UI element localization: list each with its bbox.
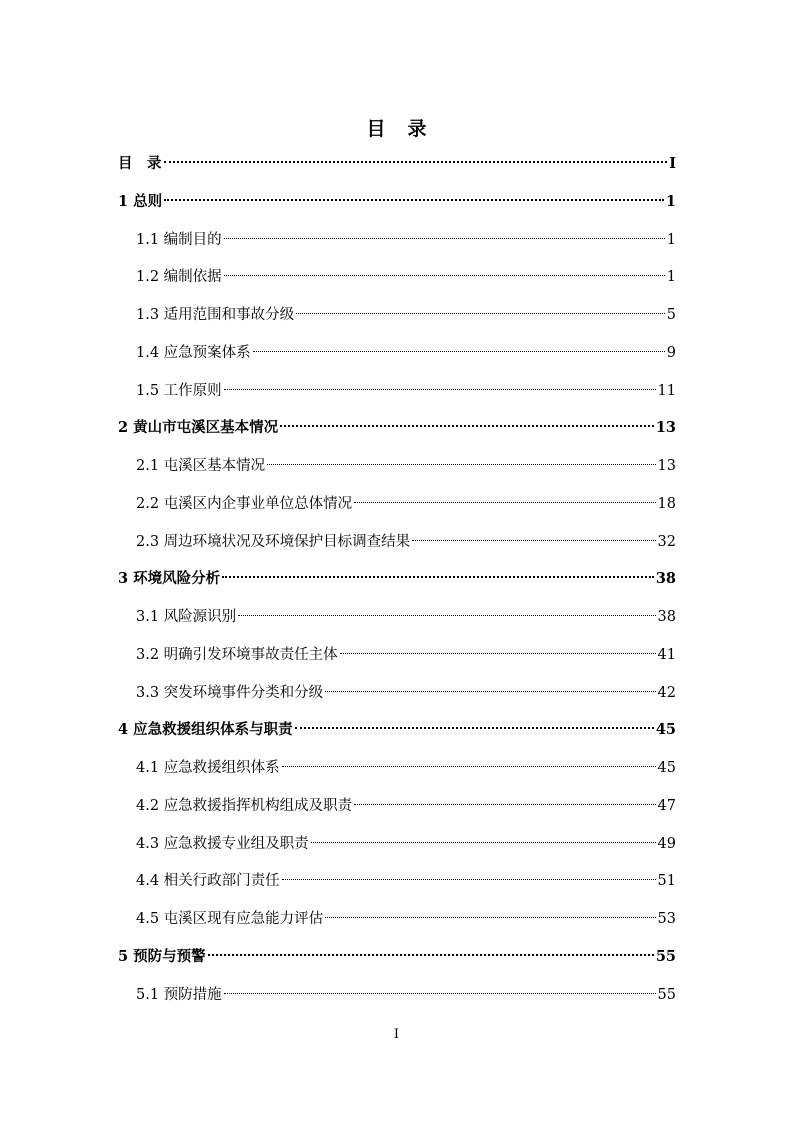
toc-entry-label: 3.3 突发环境事件分类和分级 <box>136 684 324 701</box>
toc-entry-page-number: 41 <box>657 646 676 663</box>
footer-page-number: I <box>393 1027 400 1042</box>
toc-chapter-entry[interactable] <box>118 712 676 739</box>
toc-dot-leader <box>282 750 656 772</box>
toc-entry-page-number: 13 <box>657 458 676 474</box>
toc-dot-leader <box>296 297 665 319</box>
toc-dot-leader <box>295 712 654 734</box>
toc-section-entry[interactable] <box>136 637 676 663</box>
toc-entry-page-number: 13 <box>655 419 676 437</box>
toc-entry-label: 1.5 工作原则 <box>136 382 222 399</box>
toc-entry-label: 4.1 应急救援组织体系 <box>136 760 280 776</box>
toc-dot-leader <box>280 410 654 432</box>
page-title-char-2: 录 <box>407 118 427 140</box>
toc-chapter-entry[interactable] <box>118 561 676 588</box>
toc-entry-page-number: 53 <box>657 911 676 927</box>
toc-section-entry[interactable] <box>136 901 676 927</box>
toc-entry-label: 1 总则 <box>118 192 163 210</box>
toc-section-entry[interactable] <box>136 373 676 399</box>
toc-section-entry[interactable] <box>136 826 676 852</box>
toc-dot-leader <box>340 637 656 659</box>
toc-entry-page-number: 9 <box>666 344 676 361</box>
toc-section-entry[interactable] <box>136 486 676 512</box>
toc-entry-page-number: 38 <box>655 570 676 588</box>
toc-dot-leader <box>282 863 656 885</box>
toc-entry-page-number: I <box>669 155 676 172</box>
toc-dot-leader <box>222 561 654 583</box>
toc-entry-label: 4.5 屯溪区现有应急能力评估 <box>136 911 324 927</box>
toc-entry-page-number: 55 <box>655 947 676 965</box>
toc-dot-leader <box>412 524 655 546</box>
toc-entry-label: 1.3 适用范围和事故分级 <box>136 307 295 323</box>
toc-section-entry[interactable] <box>136 750 676 776</box>
toc-entry-page-number: 32 <box>657 533 676 550</box>
toc-entry-label: 1.2 编制依据 <box>136 269 222 286</box>
toc-entry-label: 3.2 明确引发环境事故责任主体 <box>136 646 338 663</box>
toc-dot-leader <box>354 788 655 810</box>
toc-dot-leader <box>325 901 655 923</box>
toc-section-entry[interactable] <box>136 788 676 814</box>
toc-entry-page-number: 51 <box>657 873 676 890</box>
toc-chapter-entry[interactable] <box>118 939 676 965</box>
toc-entry-page-number: 45 <box>655 721 676 739</box>
toc-entry-label: 2.1 屯溪区基本情况 <box>136 458 266 474</box>
toc-entry-page-number: 42 <box>657 684 676 701</box>
toc-entry-label: 5.1 预防措施 <box>136 986 222 1003</box>
toc-entry-label: 1.4 应急预案体系 <box>136 344 251 361</box>
toc-entry-page-number: 47 <box>657 797 676 814</box>
toc-entry-label: 3 环境风险分析 <box>118 570 221 588</box>
toc-entry-label: 2.2 屯溪区内企事业单位总体情况 <box>136 495 353 512</box>
toc-entry-page-number: 11 <box>657 382 676 399</box>
toc-entry-label: 3.1 风险源识别 <box>136 609 237 625</box>
page-title-char-1: 目 <box>366 118 386 140</box>
toc-dot-leader <box>267 448 655 470</box>
toc-entry-label: 1.1 编制目的 <box>136 231 222 248</box>
toc-dot-leader <box>224 222 665 244</box>
toc-section-entry[interactable] <box>136 524 676 550</box>
toc-dot-leader <box>164 184 664 206</box>
toc-chapter-entry[interactable] <box>118 410 676 437</box>
toc-entry-label: 4.3 应急救援专业组及职责 <box>136 835 309 852</box>
toc-entry-label: 4.2 应急救援指挥机构组成及职责 <box>136 797 353 814</box>
toc-section-entry[interactable] <box>136 297 676 323</box>
toc-entry-label: 4.4 相关行政部门责任 <box>136 873 280 890</box>
toc-entry-page-number: 1 <box>666 269 676 286</box>
toc-dot-leader <box>238 599 655 621</box>
toc-dot-leader <box>164 146 668 168</box>
toc-dot-leader <box>224 373 656 395</box>
toc-entry-label: 目 录 <box>118 155 162 172</box>
toc-entry-page-number: 38 <box>657 609 676 625</box>
toc-entry-label: 2 黄山市屯溪区基本情况 <box>118 419 279 437</box>
toc-section-entry[interactable] <box>136 448 676 474</box>
toc-section-entry[interactable] <box>136 222 676 248</box>
toc-entry-page-number: 49 <box>657 835 676 852</box>
toc-chapter-entry[interactable] <box>118 146 676 172</box>
toc-entry-page-number: 55 <box>657 986 676 1003</box>
toc-dot-leader <box>354 486 655 508</box>
toc-section-entry[interactable] <box>136 259 676 286</box>
toc-section-entry[interactable] <box>136 675 676 701</box>
toc-entry-page-number: 5 <box>666 307 676 323</box>
toc-entry-label: 2.3 周边环境状况及环境保护目标调查结果 <box>136 533 411 550</box>
toc-dot-leader <box>224 259 665 281</box>
toc-section-entry[interactable] <box>136 599 676 625</box>
toc-entry-label: 5 预防与预警 <box>118 947 206 965</box>
toc-dot-leader <box>325 675 655 697</box>
toc-entry-page-number: 18 <box>657 495 676 512</box>
toc-dot-leader <box>208 939 654 961</box>
toc-dot-leader <box>224 977 656 999</box>
toc-entry-page-number: 1 <box>666 231 676 248</box>
toc-section-entry[interactable] <box>136 977 676 1003</box>
toc-chapter-entry[interactable] <box>118 184 676 210</box>
toc-section-entry[interactable] <box>136 863 676 890</box>
toc-section-entry[interactable] <box>136 335 676 361</box>
toc-entry-page-number: 45 <box>657 760 676 776</box>
toc-entry-page-number: 1 <box>665 192 676 210</box>
toc-dot-leader <box>253 335 665 357</box>
toc-entry-label: 4 应急救援组织体系与职责 <box>118 721 293 739</box>
toc-dot-leader <box>311 826 656 848</box>
